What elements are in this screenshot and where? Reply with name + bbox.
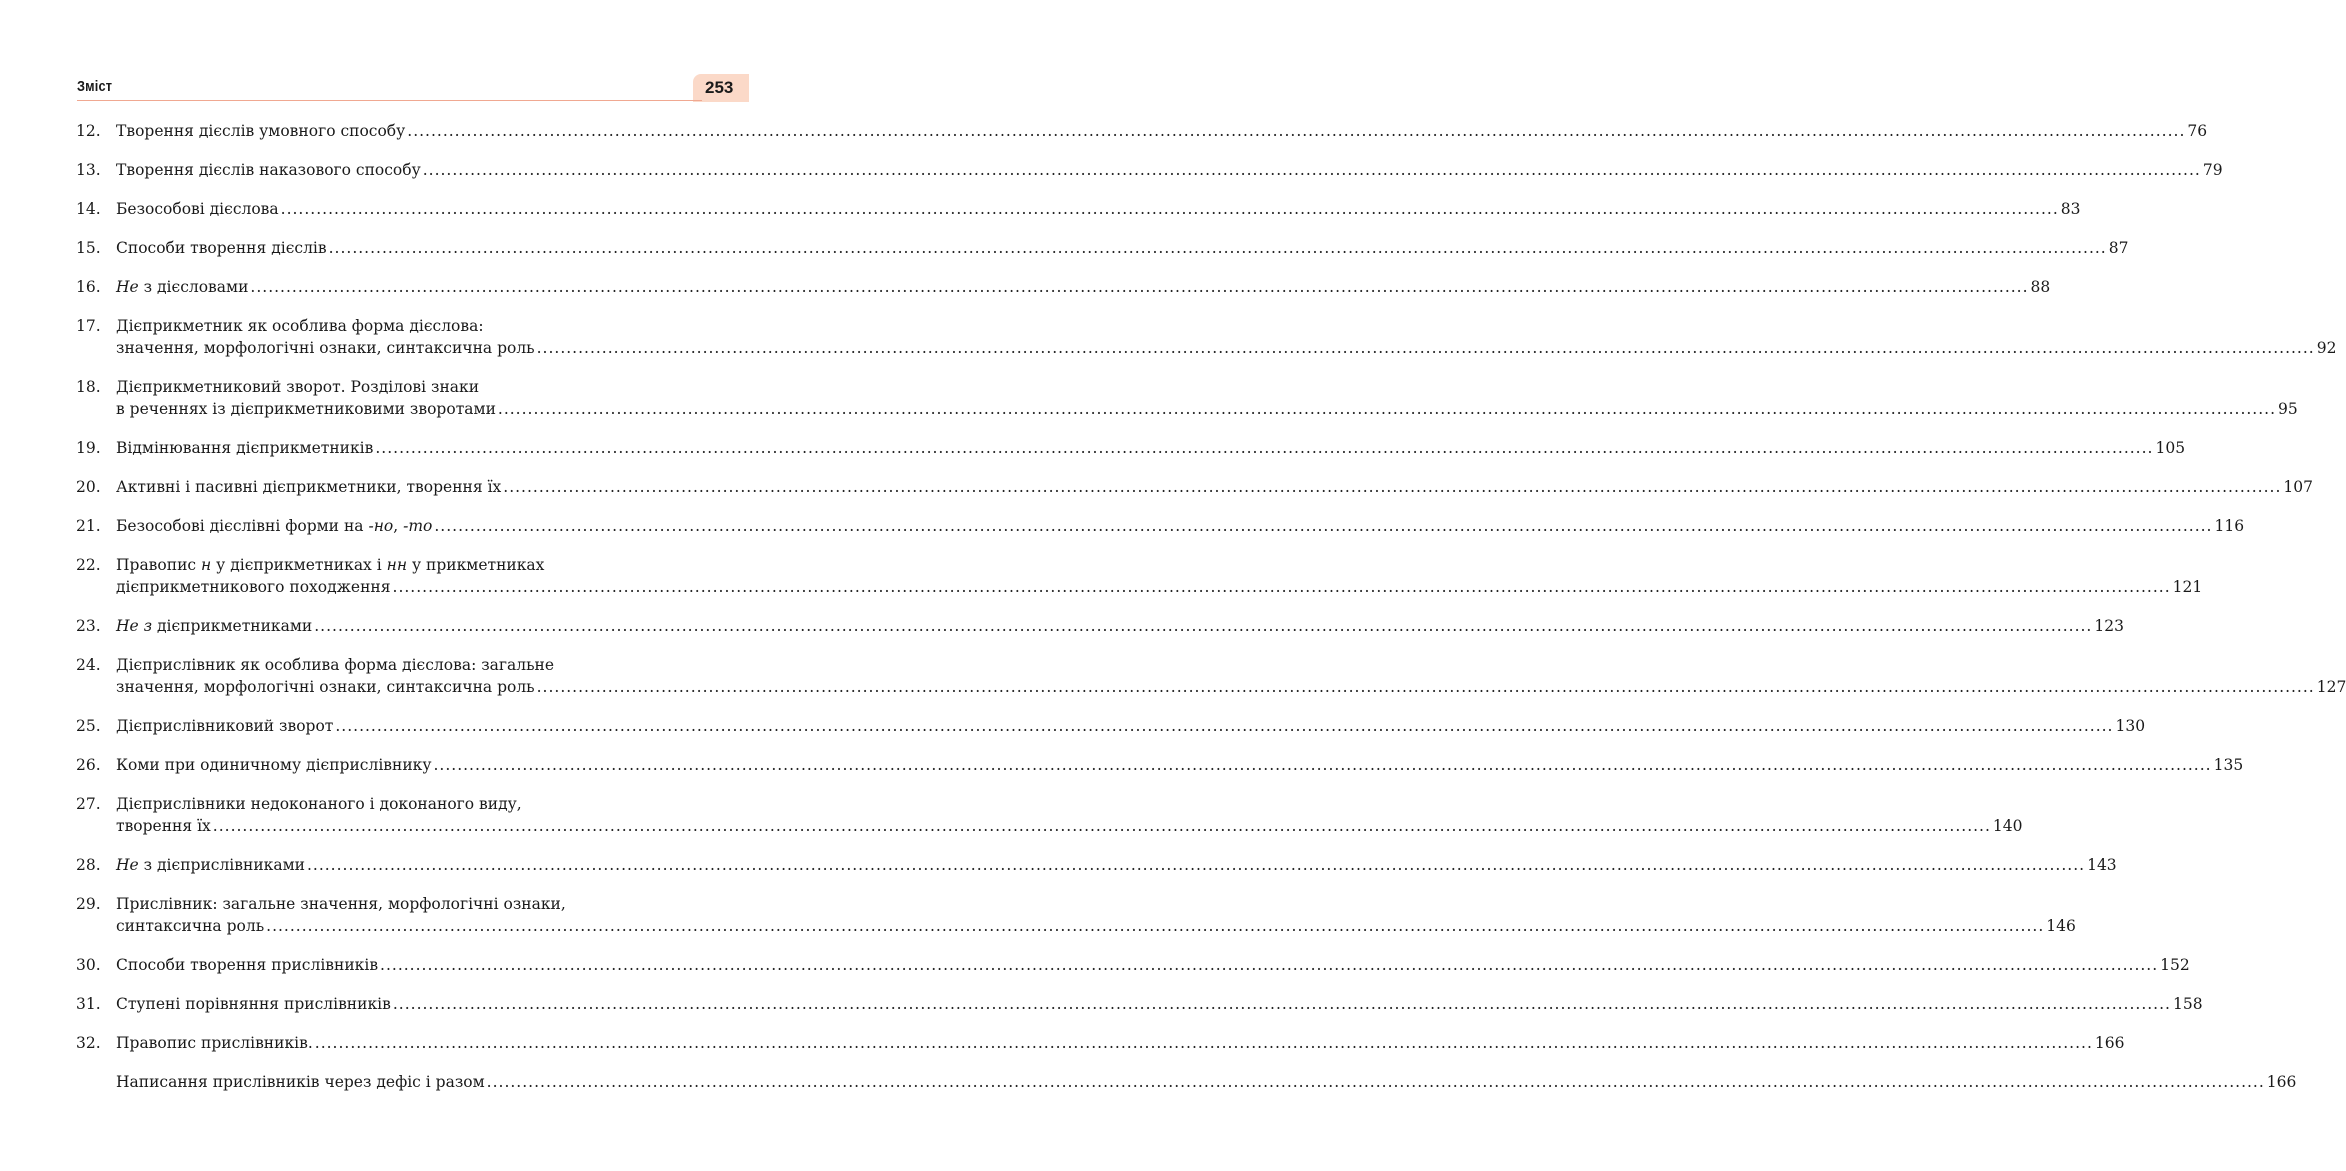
toc-entry-page: 135 <box>2213 756 2244 774</box>
toc-entry-title: Способи творення прислівників <box>116 956 379 974</box>
dot-leader: ............................................................................................................................................................................................................................................................................................................ <box>407 122 2186 140</box>
section-title: Зміст <box>77 78 113 95</box>
header-divider <box>77 100 702 101</box>
dot-leader: ............................................................................................................................................................................................................................................................................................................ <box>380 956 2159 974</box>
toc-entry-page: 127 <box>2316 678 2346 696</box>
toc-entry[interactable] <box>76 993 2203 1015</box>
dot-leader: ............................................................................................................................................................................................................................................................................................................ <box>335 717 2114 735</box>
toc-entry-page: 95 <box>2278 400 2298 418</box>
toc-entry-number: 31. <box>76 995 101 1013</box>
toc-entry-number: 29. <box>76 895 101 913</box>
toc-entry-number: 17. <box>76 317 101 335</box>
dot-leader: ............................................................................................................................................................................................................................................................................................................ <box>422 161 2201 179</box>
toc-entry-title: Дієприслівники недоконаного і доконаного виду, <box>116 795 522 813</box>
toc-entry-title: значення, морфологічні ознаки, синтаксична роль <box>116 678 535 696</box>
toc-entry-page: 87 <box>2108 239 2129 257</box>
toc-entry-page: 158 <box>2172 995 2203 1013</box>
toc-entry-page: 152 <box>2160 956 2190 974</box>
dot-leader: ............................................................................................................................................................................................................................................................................................................ <box>392 578 2171 596</box>
toc-entry-page: 79 <box>2202 161 2223 179</box>
toc-entry-page: 143 <box>2087 856 2117 874</box>
toc-entry-title: Способи творення дієслів <box>116 239 327 257</box>
toc-entry-page: 116 <box>2214 517 2245 535</box>
dot-leader: ............................................................................................................................................................................................................................................................................................................ <box>434 517 2213 535</box>
toc-entry-page: 105 <box>2155 439 2186 457</box>
toc-entry[interactable] <box>76 315 2337 359</box>
toc-entry[interactable] <box>76 1032 2125 1054</box>
toc-entry-number: 27. <box>76 795 101 813</box>
dot-leader: ............................................................................................................................................................................................................................................................................................................ <box>314 1034 2093 1052</box>
toc-entry[interactable] <box>76 476 2313 498</box>
toc-entry-number: 18. <box>76 378 101 396</box>
toc-entry-title: Не з дієприслівниками <box>116 856 305 874</box>
toc-entry-page: 166 <box>2094 1034 2125 1052</box>
toc-entry-number: 15. <box>76 239 101 257</box>
toc-entry-number: 19. <box>76 439 101 457</box>
toc-entry-title: дієприкметникового походження <box>116 578 391 596</box>
toc-entry-title: Коми при одиничному дієприслівнику <box>116 756 432 774</box>
toc-entry-title: синтаксична роль <box>116 917 265 935</box>
toc-entry-title: Прислівник: загальне значення, морфологічні ознаки, <box>116 895 566 913</box>
dot-leader: ............................................................................................................................................................................................................................................................................................................ <box>375 439 2154 457</box>
toc-entry-number: 30. <box>76 956 101 974</box>
dot-leader: ............................................................................................................................................................................................................................................................................................................ <box>392 995 2171 1013</box>
dot-leader: ............................................................................................................................................................................................................................................................................................................ <box>212 817 1991 835</box>
toc-entry-title: Не з дієприкметниками <box>116 617 313 635</box>
toc-entry-page: 83 <box>2060 200 2081 218</box>
toc-entry-page: 166 <box>2266 1073 2297 1091</box>
toc-entry[interactable] <box>76 120 2208 142</box>
toc-entry[interactable] <box>76 515 2245 537</box>
toc-entry-title: значення, морфологічні ознаки, синтаксична роль <box>116 339 535 357</box>
toc-entry[interactable] <box>76 376 2298 420</box>
toc-entry[interactable] <box>76 1071 2297 1093</box>
dot-leader: ............................................................................................................................................................................................................................................................................................................ <box>433 756 2212 774</box>
toc-entry-page: 123 <box>2094 617 2124 635</box>
table-of-contents <box>76 120 2346 1093</box>
toc-entry[interactable] <box>76 854 2117 876</box>
toc-entry-page: 92 <box>2316 339 2337 357</box>
toc-entry-title: Написання прислівників через дефіс і разом <box>116 1073 485 1091</box>
dot-leader: ............................................................................................................................................................................................................................................................................................................ <box>497 400 2277 418</box>
toc-entry-number: 21. <box>76 517 101 535</box>
dot-leader: ............................................................................................................................................................................................................................................................................................................ <box>328 239 2107 257</box>
toc-entry-number: 23. <box>76 617 101 635</box>
toc-entry[interactable] <box>76 159 2223 181</box>
toc-entry-number: 22. <box>76 556 101 574</box>
toc-entry-title: Ступені порівняння прислівників <box>116 995 391 1013</box>
toc-entry-title: творення їх <box>116 817 211 835</box>
toc-entry-title: Дієприслівниковий зворот <box>116 717 334 735</box>
toc-entry-number: 16. <box>76 278 101 296</box>
toc-entry-title: Правопис прислівників. <box>116 1034 313 1052</box>
toc-entry-page: 130 <box>2115 717 2146 735</box>
dot-leader: ............................................................................................................................................................................................................................................................................................................ <box>503 478 2282 496</box>
page-number: 253 <box>705 78 734 97</box>
toc-entry-number: 20. <box>76 478 101 496</box>
toc-entry-number: 13. <box>76 161 101 179</box>
toc-entry-title: Дієприкметниковий зворот. Розділові знаки <box>116 378 480 396</box>
dot-leader: ............................................................................................................................................................................................................................................................................................................ <box>536 678 2315 696</box>
dot-leader: ............................................................................................................................................................................................................................................................................................................ <box>250 278 2029 296</box>
toc-entry-title: Безособові дієслівні форми на -но, -то <box>116 517 433 535</box>
toc-entry-title: Безособові дієслова <box>116 200 279 218</box>
toc-entry-page: 146 <box>2046 917 2076 935</box>
toc-entry-number: 14. <box>76 200 101 218</box>
toc-entry-title: Дієприкметник як особлива форма дієслова: <box>116 317 484 335</box>
toc-entry[interactable] <box>76 793 2023 837</box>
toc-entry[interactable] <box>76 754 2244 776</box>
toc-entry-number: 25. <box>76 717 101 735</box>
dot-leader: ............................................................................................................................................................................................................................................................................................................ <box>280 200 2059 218</box>
toc-entry[interactable] <box>76 615 2124 637</box>
toc-entry-page: 88 <box>2030 278 2051 296</box>
toc-entry-number: 28. <box>76 856 101 874</box>
toc-entry-page: 76 <box>2187 122 2208 140</box>
toc-entry-page: 140 <box>1992 817 2023 835</box>
toc-entry-page: 107 <box>2283 478 2313 496</box>
dot-leader: ............................................................................................................................................................................................................................................................................................................ <box>314 617 2093 635</box>
toc-entry-page: 121 <box>2172 578 2203 596</box>
toc-entry-title: Не з дієсловами <box>116 278 249 296</box>
toc-entry-title: Дієприслівник як особлива форма дієслова: загальне <box>116 656 555 674</box>
toc-entry-title: в реченнях із дієприкметниковими зворотами <box>116 400 496 418</box>
toc-entry[interactable] <box>76 715 2146 737</box>
toc-entry-title: Творення дієслів умовного способу <box>116 122 406 140</box>
dot-leader: ............................................................................................................................................................................................................................................................................................................ <box>266 917 2045 935</box>
toc-entry[interactable] <box>76 954 2190 976</box>
toc-entry-title: Творення дієслів наказового способу <box>116 161 421 179</box>
toc-entry-number: 24. <box>76 656 101 674</box>
toc-entry-number: 12. <box>76 122 101 140</box>
toc-entry-number: 26. <box>76 756 101 774</box>
toc-entry-number: 32. <box>76 1034 101 1052</box>
dot-leader: ............................................................................................................................................................................................................................................................................................................ <box>536 339 2315 357</box>
toc-entry-title: Активні і пасивні дієприкметники, творення їх <box>116 478 502 496</box>
dot-leader: ............................................................................................................................................................................................................................................................................................................ <box>486 1073 2265 1091</box>
toc-entry-title: Відмінювання дієприкметників <box>116 439 374 457</box>
toc-entry[interactable] <box>76 893 2076 937</box>
toc-entry[interactable] <box>76 437 2186 459</box>
toc-entry[interactable] <box>76 276 2051 298</box>
toc-entry[interactable] <box>76 554 2203 598</box>
toc-entry[interactable] <box>76 198 2081 220</box>
dot-leader: ............................................................................................................................................................................................................................................................................................................ <box>306 856 2086 874</box>
toc-entry[interactable] <box>76 237 2129 259</box>
toc-entry-title: Правопис н у дієприкметниках і нн у прикметниках <box>116 556 545 574</box>
toc-entry[interactable] <box>76 654 2346 698</box>
